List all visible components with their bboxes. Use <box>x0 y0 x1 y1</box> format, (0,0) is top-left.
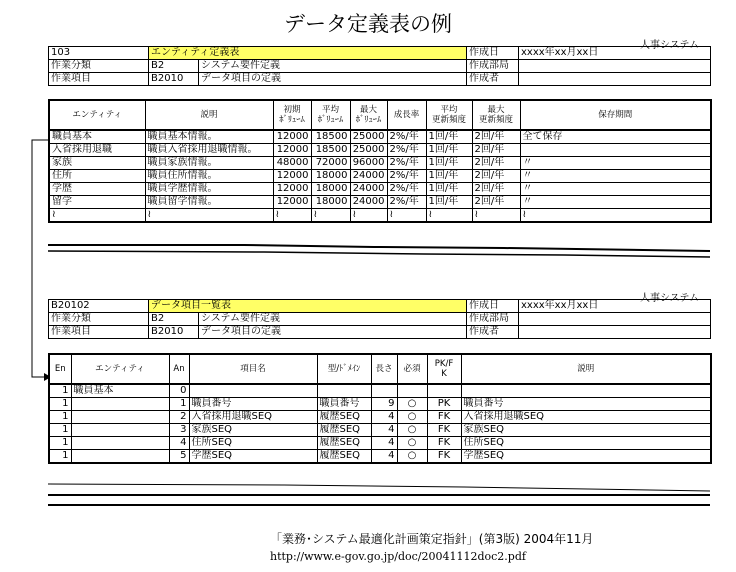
cell-length: 4 <box>371 424 397 437</box>
cell-growth-rate: 2%/年 <box>387 144 426 157</box>
table-row <box>49 398 711 411</box>
sheet1-header-table <box>48 46 711 86</box>
cell-max-update: 2回/年 <box>472 196 520 209</box>
col-growth-rate: 成長率 <box>387 100 426 130</box>
col-description: 説明 <box>461 354 711 384</box>
cell-initial-volume: 12000 <box>273 183 311 196</box>
continuation-mark: ≀ <box>145 209 273 223</box>
cell-required: ○ <box>397 398 427 411</box>
cell-initial-volume: 12000 <box>273 170 311 183</box>
cell-type-domain: 職員番号 <box>317 398 371 411</box>
cell-an: 5 <box>169 450 189 464</box>
col-description: 説明 <box>145 100 273 130</box>
doc-name: データ項目一覧表 <box>149 300 467 313</box>
cell-pk-fk: FK <box>427 437 461 450</box>
cell-an: 0 <box>169 384 189 398</box>
cell-description: 職員番号 <box>461 398 711 411</box>
col-required: 必須 <box>397 354 427 384</box>
cell-pk-fk <box>427 384 461 398</box>
doc-id: 103 <box>49 47 149 60</box>
cell-type-domain: 履歴SEQ <box>317 450 371 464</box>
date-value: xxxx年xx月xx日 <box>519 300 711 313</box>
col-item-name: 項目名 <box>189 354 317 384</box>
cell-max-update: 2回/年 <box>472 170 520 183</box>
cell-avg-update: 1回/年 <box>426 144 472 157</box>
col-an: An <box>169 354 189 384</box>
cell-max-update: 2回/年 <box>472 130 520 144</box>
cell-avg-update: 1回/年 <box>426 196 472 209</box>
cell-growth-rate: 2%/年 <box>387 196 426 209</box>
continuation-mark: ≀ <box>273 209 311 223</box>
cell-max-volume: 24000 <box>350 183 387 196</box>
cell-entity: 家族 <box>49 157 145 170</box>
cell-description: 入省採用退職SEQ <box>461 411 711 424</box>
cell-required <box>397 384 427 398</box>
cell-length: 4 <box>371 411 397 424</box>
cell-en: 1 <box>49 411 71 424</box>
cell-retention: 全て保存 <box>520 130 711 144</box>
cell-initial-volume: 12000 <box>273 144 311 157</box>
continuation-row <box>49 209 711 223</box>
system-label-1: 人事システム <box>640 40 699 51</box>
cell-entity <box>71 424 169 437</box>
author-value <box>519 326 711 339</box>
cell-description: 住所SEQ <box>461 437 711 450</box>
work-class-code: B2 <box>149 60 199 73</box>
cell-item-name <box>189 384 317 398</box>
table-row <box>49 384 711 398</box>
page-title: データ定義表の例 <box>284 12 452 36</box>
continuation-mark: ≀ <box>520 209 711 223</box>
cell-average-volume: 18000 <box>311 170 350 183</box>
table-row <box>49 411 711 424</box>
cell-entity: 住所 <box>49 170 145 183</box>
cell-entity: 職員基本 <box>71 384 169 398</box>
author-value <box>519 73 711 86</box>
cell-max-update: 2回/年 <box>472 183 520 196</box>
cell-average-volume: 18500 <box>311 144 350 157</box>
cell-an: 4 <box>169 437 189 450</box>
cell-avg-update: 1回/年 <box>426 170 472 183</box>
cell-pk-fk: FK <box>427 411 461 424</box>
cell-en: 1 <box>49 437 71 450</box>
cell-item-name: 職員番号 <box>189 398 317 411</box>
dept-label: 作成部局 <box>467 60 519 73</box>
cell-required: ○ <box>397 411 427 424</box>
system-label-2: 人事システム <box>640 293 699 304</box>
sheet2-torn-edge <box>44 474 714 514</box>
work-class-label: 作業分類 <box>49 60 149 73</box>
cell-max-update: 2回/年 <box>472 157 520 170</box>
cell-item-name: 学歴SEQ <box>189 450 317 464</box>
sheet1-torn-edge <box>44 238 714 262</box>
reference-url[interactable]: http://www.e-gov.go.jp/doc/20041112doc2.pdf <box>270 550 526 563</box>
cell-initial-volume: 12000 <box>273 196 311 209</box>
cell-entity <box>71 437 169 450</box>
cell-item-name: 入省採用退職SEQ <box>189 411 317 424</box>
cell-length: 4 <box>371 437 397 450</box>
cell-pk-fk: FK <box>427 424 461 437</box>
cell-en: 1 <box>49 384 71 398</box>
cell-max-volume: 96000 <box>350 157 387 170</box>
cell-description <box>461 384 711 398</box>
date-label: 作成日 <box>467 47 519 60</box>
col-type-domain: 型/ﾄﾞﾒｲﾝ <box>317 354 371 384</box>
col-max-volume: 最大 ﾎﾞﾘｭｰﾑ <box>350 100 387 130</box>
cell-average-volume: 72000 <box>311 157 350 170</box>
cell-an: 2 <box>169 411 189 424</box>
col-initial-volume: 初期 ﾎﾞﾘｭｰﾑ <box>273 100 311 130</box>
cell-growth-rate: 2%/年 <box>387 157 426 170</box>
continuation-mark: ≀ <box>350 209 387 223</box>
table-row <box>49 170 711 183</box>
work-item-code: B2010 <box>149 326 199 339</box>
col-max-update-frequency: 最大 更新頻度 <box>472 100 520 130</box>
table-row <box>49 196 711 209</box>
cell-pk-fk: PK <box>427 398 461 411</box>
cell-max-update: 2回/年 <box>472 144 520 157</box>
cell-entity: 職員基本 <box>49 130 145 144</box>
cell-growth-rate: 2%/年 <box>387 170 426 183</box>
cell-length <box>371 384 397 398</box>
doc-id: B20102 <box>49 300 149 313</box>
cell-entity: 留学 <box>49 196 145 209</box>
continuation-mark: ≀ <box>472 209 520 223</box>
cell-retention: 〃 <box>520 196 711 209</box>
cell-avg-update: 1回/年 <box>426 183 472 196</box>
col-entity: エンティティ <box>49 100 145 130</box>
cell-required: ○ <box>397 424 427 437</box>
author-label: 作成者 <box>467 73 519 86</box>
cell-description: 職員基本情報。 <box>145 130 273 144</box>
cell-description: 家族SEQ <box>461 424 711 437</box>
cell-avg-update: 1回/年 <box>426 130 472 144</box>
cell-type-domain <box>317 384 371 398</box>
cell-initial-volume: 48000 <box>273 157 311 170</box>
cell-average-volume: 18000 <box>311 183 350 196</box>
cell-pk-fk: FK <box>427 450 461 464</box>
continuation-mark: ≀ <box>311 209 350 223</box>
cell-item-name: 家族SEQ <box>189 424 317 437</box>
author-label: 作成者 <box>467 326 519 339</box>
work-item-text: データ項目の定義 <box>199 73 467 86</box>
cell-description: 職員住所情報。 <box>145 170 273 183</box>
cell-description: 職員留学情報。 <box>145 196 273 209</box>
connector-arrow <box>20 130 60 386</box>
cell-max-volume: 24000 <box>350 196 387 209</box>
table-row <box>49 157 711 170</box>
date-value: xxxx年xx月xx日 <box>519 47 711 60</box>
dept-value <box>519 313 711 326</box>
cell-type-domain: 履歴SEQ <box>317 437 371 450</box>
cell-max-volume: 24000 <box>350 170 387 183</box>
work-item-label: 作業項目 <box>49 73 149 86</box>
cell-entity: 学歴 <box>49 183 145 196</box>
col-average-update-frequency: 平均 更新頻度 <box>426 100 472 130</box>
doc-name: エンティティ定義表 <box>149 47 467 60</box>
cell-en: 1 <box>49 450 71 464</box>
cell-en: 1 <box>49 424 71 437</box>
cell-initial-volume: 12000 <box>273 130 311 144</box>
cell-required: ○ <box>397 437 427 450</box>
work-item-code: B2010 <box>149 73 199 86</box>
cell-type-domain: 履歴SEQ <box>317 411 371 424</box>
data-item-list-table <box>48 353 712 464</box>
cell-entity <box>71 450 169 464</box>
cell-description: 職員学歴情報。 <box>145 183 273 196</box>
work-item-text: データ項目の定義 <box>199 326 467 339</box>
table-row <box>49 424 711 437</box>
work-class-text: システム要件定義 <box>199 313 467 326</box>
cell-item-name: 住所SEQ <box>189 437 317 450</box>
continuation-mark: ≀ <box>49 209 145 223</box>
cell-description: 職員入省採用退職情報。 <box>145 144 273 157</box>
entity-definition-table <box>48 99 712 223</box>
work-class-code: B2 <box>149 313 199 326</box>
table-row <box>49 144 711 157</box>
cell-growth-rate: 2%/年 <box>387 183 426 196</box>
col-average-volume: 平均 ﾎﾞﾘｭｰﾑ <box>311 100 350 130</box>
table-row <box>49 437 711 450</box>
col-entity: エンティティ <box>71 354 169 384</box>
work-item-label: 作業項目 <box>49 326 149 339</box>
work-class-label: 作業分類 <box>49 313 149 326</box>
cell-avg-update: 1回/年 <box>426 157 472 170</box>
cell-en: 1 <box>49 398 71 411</box>
cell-retention: 〃 <box>520 183 711 196</box>
cell-max-volume: 25000 <box>350 144 387 157</box>
cell-entity <box>71 398 169 411</box>
table-row <box>49 130 711 144</box>
cell-retention: 〃 <box>520 170 711 183</box>
cell-description: 職員家族情報。 <box>145 157 273 170</box>
cell-an: 1 <box>169 398 189 411</box>
col-pk-fk: PK/F K <box>427 354 461 384</box>
sheet2-header-table <box>48 299 711 339</box>
col-en: En <box>49 354 71 384</box>
table-row <box>49 450 711 464</box>
cell-required: ○ <box>397 450 427 464</box>
reference-citation: 「業務･システム最適化計画策定指針」(第3版) 2004年11月 <box>270 532 594 546</box>
cell-an: 3 <box>169 424 189 437</box>
cell-type-domain: 履歴SEQ <box>317 424 371 437</box>
cell-length: 4 <box>371 450 397 464</box>
cell-growth-rate: 2%/年 <box>387 130 426 144</box>
col-length: 長さ <box>371 354 397 384</box>
cell-retention: 〃 <box>520 157 711 170</box>
cell-entity <box>71 411 169 424</box>
work-class-text: システム要件定義 <box>199 60 467 73</box>
continuation-mark: ≀ <box>426 209 472 223</box>
date-label: 作成日 <box>467 300 519 313</box>
cell-retention <box>520 144 711 157</box>
col-retention-period: 保存期間 <box>520 100 711 130</box>
dept-value <box>519 60 711 73</box>
cell-length: 9 <box>371 398 397 411</box>
table-row <box>49 183 711 196</box>
cell-max-volume: 25000 <box>350 130 387 144</box>
continuation-mark: ≀ <box>387 209 426 223</box>
cell-description: 学歴SEQ <box>461 450 711 464</box>
cell-average-volume: 18000 <box>311 196 350 209</box>
cell-average-volume: 18500 <box>311 130 350 144</box>
cell-entity: 入省採用退職 <box>49 144 145 157</box>
dept-label: 作成部局 <box>467 313 519 326</box>
